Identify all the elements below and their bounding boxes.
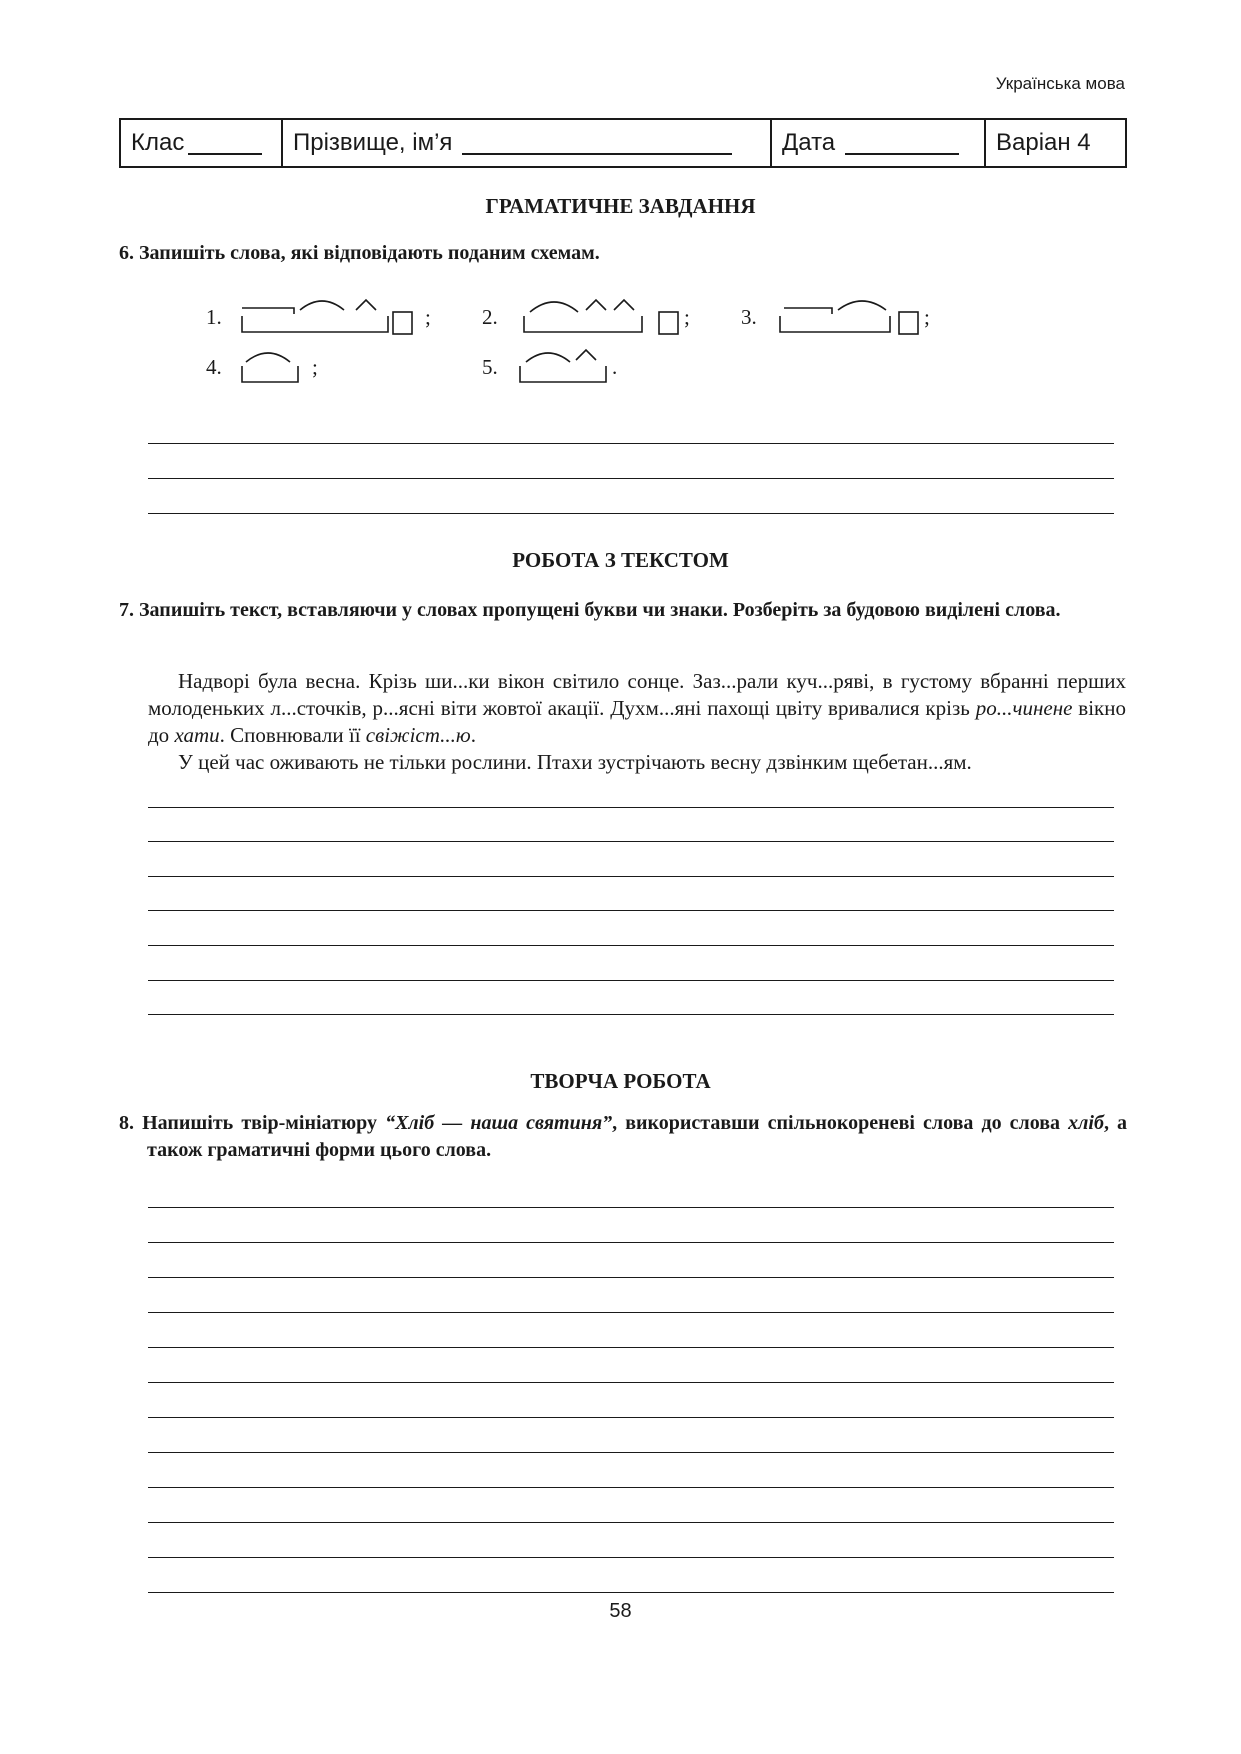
writing-line[interactable]	[148, 945, 1114, 946]
name-label: Прізвище, ім’я	[293, 129, 453, 156]
scheme-2	[482, 305, 498, 330]
suffix-mark	[614, 300, 634, 310]
task-8-text-part: Напишіть твір-мініатюру	[142, 1112, 386, 1134]
task-6	[119, 240, 1127, 267]
scheme-2-diagram	[520, 296, 680, 340]
date-cell	[772, 120, 986, 166]
writing-line[interactable]	[148, 841, 1114, 842]
base-bracket	[520, 366, 606, 382]
prefix-mark	[784, 308, 832, 314]
class-blank[interactable]	[188, 131, 262, 155]
scheme-3-label: 3.	[741, 305, 757, 329]
scheme-2-end: ;	[684, 305, 690, 329]
writing-line[interactable]	[148, 478, 1114, 479]
task-6-text: Запишіть слова, які відповідають поданим схемам.	[139, 242, 600, 264]
scheme-4-label: 4.	[206, 355, 222, 379]
writing-line[interactable]	[148, 807, 1114, 808]
text-fragment: . Сповнювали її	[219, 723, 366, 747]
scheme-5-end: .	[612, 355, 618, 379]
essay-title: “Хліб — наша святиня”	[385, 1112, 613, 1134]
text-fragment: .	[470, 723, 476, 747]
scheme-3-end: ;	[924, 305, 930, 329]
writing-line[interactable]	[148, 1382, 1114, 1383]
text-fragment: вікно до	[148, 696, 1126, 747]
writing-line[interactable]	[148, 1487, 1114, 1488]
highlighted-word: хати	[174, 723, 220, 747]
prefix-mark	[242, 308, 294, 314]
section-title-grammar: ГРАМАТИЧНЕ ЗАВДАННЯ	[485, 194, 756, 218]
task-8-number: 8.	[119, 1112, 134, 1134]
writing-line[interactable]	[148, 1417, 1114, 1418]
scheme-3-diagram	[776, 296, 926, 340]
highlighted-word: ро...чинене	[975, 696, 1073, 720]
writing-line[interactable]	[148, 513, 1114, 514]
writing-line[interactable]	[148, 876, 1114, 877]
base-bracket	[780, 316, 890, 332]
writing-line[interactable]	[148, 1347, 1114, 1348]
ending-box	[899, 312, 918, 334]
writing-line[interactable]	[148, 980, 1114, 981]
name-blank[interactable]	[462, 131, 732, 155]
task-8-text-part: , використавши спільнокореневі слова до слова	[612, 1112, 1069, 1134]
suffix-mark	[576, 350, 596, 360]
writing-line[interactable]	[148, 910, 1114, 911]
root-arc	[246, 353, 290, 362]
text-fragment: Надворі була весна. Крізь ши...ки вікон світило сонце. Заз...рали куч...ряві, в густому вбранні перших молоденьких л...сточків, р...ясні віти жовтої акації. Духм...яні пахощі цвіту вривалися крізь	[148, 669, 1126, 720]
student-info-table	[119, 118, 1127, 168]
scheme-4	[206, 355, 222, 380]
scheme-3	[741, 305, 757, 330]
root-arc	[530, 302, 578, 312]
task-8-text-part: , а також граматичні форми цього слова.	[147, 1112, 1128, 1161]
ending-box	[659, 312, 678, 334]
scheme-4-end: ;	[312, 355, 318, 379]
base-bracket	[524, 316, 642, 332]
task-7-number: 7.	[119, 599, 134, 621]
name-cell	[283, 120, 772, 166]
base-bracket	[242, 366, 298, 382]
variant-label: Варіан 4	[996, 129, 1091, 156]
exercise-paragraph-2: У цей час оживають не тільки рослини. Птахи зустрічають весну дзвінким щебетан...ям.	[178, 750, 972, 774]
scheme-4-diagram	[238, 346, 308, 390]
exercise-paragraph-1	[148, 668, 1126, 749]
writing-line[interactable]	[148, 1557, 1114, 1558]
writing-line[interactable]	[148, 1592, 1114, 1593]
scheme-1	[206, 305, 222, 330]
scheme-5-label: 5.	[482, 355, 498, 379]
page-number: 58	[609, 1600, 632, 1622]
writing-line[interactable]	[148, 1312, 1114, 1313]
task-8	[119, 1110, 1127, 1164]
date-blank[interactable]	[845, 131, 959, 155]
scheme-1-diagram	[238, 296, 428, 340]
exercise-text	[148, 668, 1126, 776]
ending-box	[393, 312, 412, 334]
root-arc	[300, 301, 344, 310]
section-title-creative: ТВОРЧА РОБОТА	[530, 1069, 711, 1093]
writing-line[interactable]	[148, 1277, 1114, 1278]
suffix-mark	[586, 300, 606, 310]
scheme-1-label: 1.	[206, 305, 222, 329]
section-title-text-work: РОБОТА З ТЕКСТОМ	[512, 548, 729, 572]
root-arc	[838, 301, 886, 310]
root-arc	[526, 353, 570, 362]
writing-line[interactable]	[148, 1014, 1114, 1015]
writing-line[interactable]	[148, 1242, 1114, 1243]
variant-cell	[986, 120, 1125, 166]
writing-line[interactable]	[148, 1452, 1114, 1453]
writing-line[interactable]	[148, 1207, 1114, 1208]
task-6-number: 6.	[119, 242, 134, 264]
scheme-5	[482, 355, 498, 380]
class-label: Клас	[131, 129, 185, 156]
highlighted-word: свіжіст...ю	[365, 723, 471, 747]
date-label: Дата	[782, 129, 836, 156]
task-7-text: Запишіть текст, вставляючи у словах пропущені букви чи знаки. Розберіть за будовою виділені слова.	[139, 599, 1061, 621]
root-word: хліб	[1068, 1112, 1104, 1134]
base-bracket	[242, 316, 388, 332]
class-cell	[121, 120, 283, 166]
scheme-5-diagram	[516, 346, 616, 390]
task-7	[119, 597, 1127, 624]
scheme-2-label: 2.	[482, 305, 498, 329]
scheme-1-end: ;	[425, 305, 431, 329]
writing-line[interactable]	[148, 443, 1114, 444]
writing-line[interactable]	[148, 1522, 1114, 1523]
suffix-mark	[356, 300, 376, 310]
subject-label: Українська мова	[995, 74, 1125, 93]
